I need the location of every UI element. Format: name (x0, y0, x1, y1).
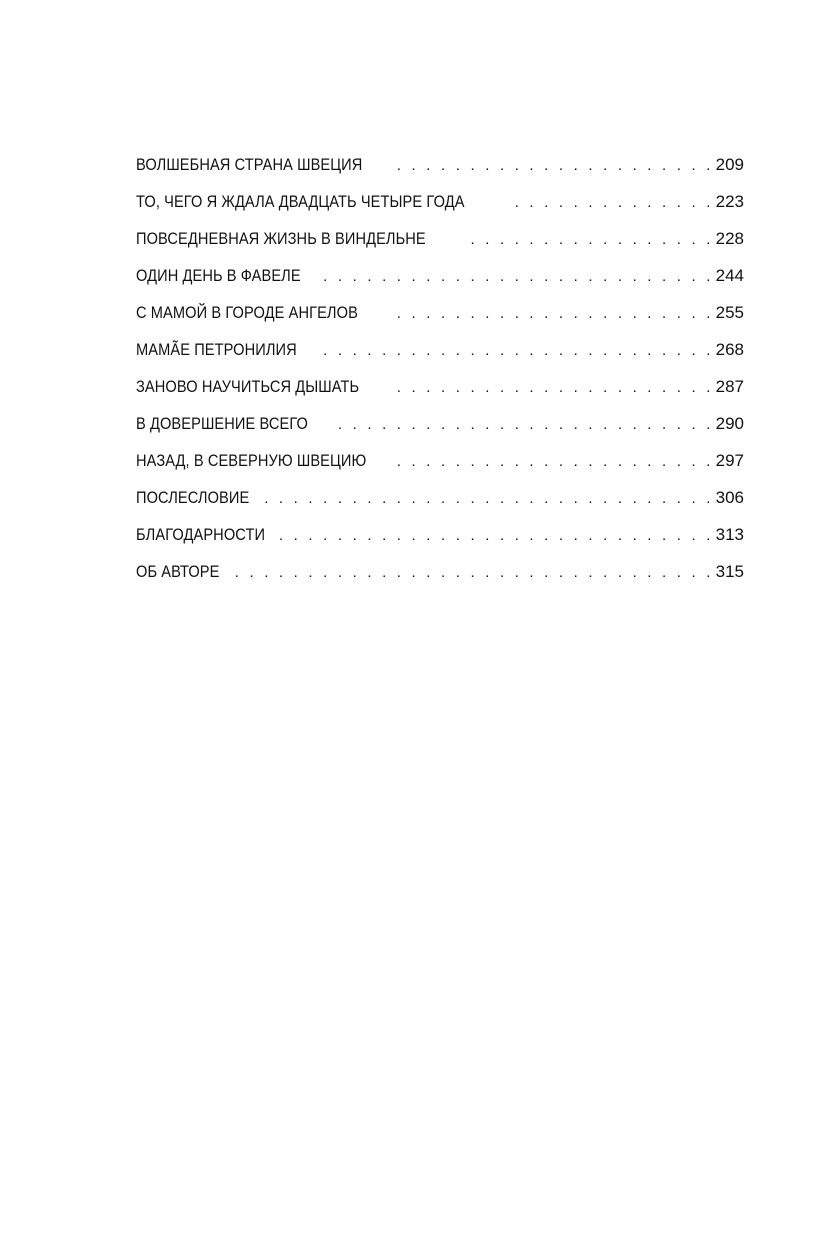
toc-leader-dots (280, 527, 714, 544)
toc-entry (136, 451, 744, 488)
toc-leader-dots (398, 453, 714, 470)
toc-entry-title: ЗАНОВО НАУЧИТЬСЯ ДЫШАТЬ (136, 377, 360, 396)
toc-leader-dots (330, 416, 714, 433)
toc-entry-title: ОДИН ДЕНЬ В ФАВЕЛЕ (136, 266, 301, 285)
toc-entry (136, 377, 744, 414)
toc-leader-dots (317, 342, 714, 359)
toc-entry-page: 255 (715, 303, 744, 322)
toc-leader-dots (262, 490, 714, 507)
toc-entry (136, 488, 744, 525)
toc-entry-page: 287 (715, 377, 744, 396)
toc-entry (136, 155, 744, 192)
toc-entry-title: ОБ АВТОРЕ (136, 562, 220, 581)
toc-leader-dots (512, 194, 714, 211)
toc-entry-page: 268 (715, 340, 744, 359)
toc-entry-page: 313 (715, 525, 744, 544)
toc-entry (136, 562, 744, 599)
toc-entry-page: 306 (715, 488, 744, 507)
toc-entry-page: 228 (715, 229, 744, 248)
toc-leader-dots (467, 231, 714, 248)
table-of-contents (136, 155, 744, 599)
toc-entry (136, 229, 744, 266)
toc-entry-page: 209 (715, 155, 744, 174)
toc-entry-page: 244 (715, 266, 744, 285)
toc-entry (136, 525, 744, 562)
toc-entry-page: 223 (715, 192, 744, 211)
toc-leader-dots (322, 268, 714, 285)
toc-entry (136, 414, 744, 451)
toc-entry-title: БЛАГОДАРНОСТИ (136, 525, 266, 544)
toc-entry-title: ВОЛШЕБНАЯ СТРАНА ШВЕЦИЯ (136, 155, 363, 174)
toc-entry-title: В ДОВЕРШЕНИЕ ВСЕГО (136, 414, 308, 433)
toc-entry (136, 303, 744, 340)
toc-leader-dots (393, 157, 713, 174)
toc-entry-title: МАМÃЕ ПЕТРОНИЛИЯ (136, 340, 297, 359)
toc-entry-title: НАЗАД, В СЕВЕРНУЮ ШВЕЦИЮ (136, 451, 367, 470)
toc-leader-dots (388, 305, 714, 322)
toc-entry-title: ТО, ЧЕГО Я ЖДАЛА ДВАДЦАТЬ ЧЕТЫРЕ ГОДА (136, 192, 465, 211)
toc-leader-dots (389, 379, 713, 396)
toc-entry (136, 266, 744, 303)
toc-leader-dots (227, 564, 714, 581)
toc-entry-title: ПОСЛЕСЛОВИЕ (136, 488, 250, 507)
toc-entry (136, 192, 744, 229)
toc-entry-page: 315 (715, 562, 744, 581)
toc-entry-title: ПОВСЕДНЕВНАЯ ЖИЗНЬ В ВИНДЕЛЬНЕ (136, 229, 426, 248)
toc-entry-page: 290 (715, 414, 744, 433)
toc-entry-page: 297 (715, 451, 744, 470)
toc-entry-title: С МАМОЙ В ГОРОДЕ АНГЕЛОВ (136, 303, 358, 322)
toc-entry (136, 340, 744, 377)
